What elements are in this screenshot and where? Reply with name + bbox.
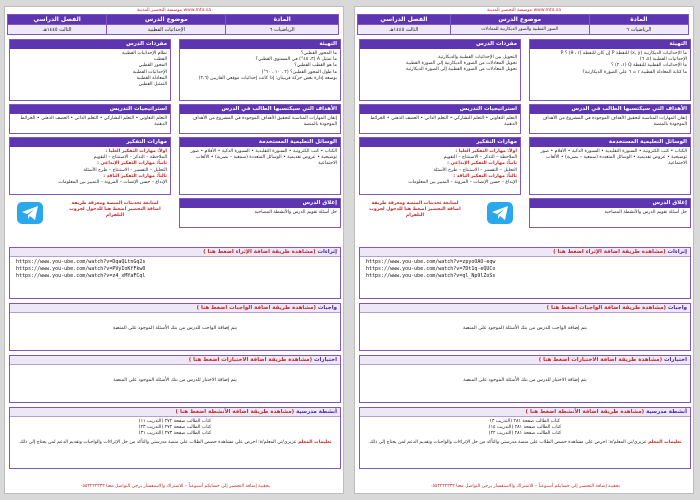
telegram-promo[interactable] (359, 198, 521, 230)
enrichment-box (9, 247, 341, 299)
enrichment-howto-link[interactable]: (مشاهدة طريقة اضافة الإثراء اضغط هنا ) (553, 249, 666, 255)
homework-title: واجبات (667, 305, 687, 311)
vocab-title: مفردات الدرس (360, 40, 520, 49)
teacher-notes-label: تعليمات المعلم (298, 439, 332, 445)
thinking-title: مهارات التفكير (10, 138, 170, 147)
closing-text: حل أسئلة تقويم الدرس والأنشطة المصاحبة (604, 210, 687, 215)
enrichment-title: إثراءات (317, 249, 337, 255)
header-subject-value: الرياضيات ٦ (589, 25, 688, 35)
warmup-line: ما هو القطب القطبي؟ (294, 63, 337, 69)
thinking-line: التحليل – التفسير – الاستنتاج – طرح الأسئلة (83, 167, 167, 173)
header-term-label: الفصل الدراسي (358, 15, 451, 25)
teacher-notes-text: عزيزي/تي المعلم/ة: احرص على مشاهدة حصص الطلاب على منصة مدرستي والتأكد من حل الإثراءات والواجبات وتقديم الدعم لمن يحتاج إلى ذلك. (18, 439, 297, 445)
footer-text: بحقيبة إضافة التحضير إلى حسابكم أسبوعياً – للاشتراك والاستفسار يرجى التواصل معنا ٠٥٥٣٢٢٢٣٣٣ (429, 484, 620, 489)
thinking-line: ثانياً: مهارات التفكير الإبداعي : (97, 161, 167, 167)
left-column (359, 39, 521, 219)
activities-box (9, 407, 341, 469)
enrichment-link[interactable]: https://www.you-ube.com/watch?v=ql_Np9lZoSs (366, 273, 496, 279)
activity-item: كتاب الطالب صفحة ٢٨١ (التدريب ٣) (490, 419, 560, 424)
telegram-icon[interactable] (17, 202, 43, 224)
thinking-line: الملاحظة – التذكر – الاستنتاج – التقويم (443, 155, 517, 161)
header-subject-label: المادة (589, 15, 688, 25)
warmup-line: ما تمثيل A (٣، ٤٥°) في المستوى القطبي؟ (255, 57, 337, 63)
warmup-line: بوسعه إدارة بعض حركة قريبتان: إذا كانت إحداثيات موقعي القاربين (٢،٦) (198, 75, 337, 81)
activity-item: كتاب الطالب صفحة ٢٧٢ (التدريب ١١) (138, 419, 212, 424)
activity-item: كتاب الطالب صفحة ٢٧٣ (التدريب ٣١) (138, 431, 212, 437)
enrichment-box (359, 247, 691, 299)
thinking-title: مهارات التفكير (360, 138, 520, 147)
thinking-line: اولاً: مهارات التفكير العليا : (105, 149, 167, 154)
telegram-promo-text[interactable]: لمتابعة تحديثات المنصة ومعرفة طريقة اضافة التحضير اضغط هنا للدخول لجروب التلقرام (69, 201, 161, 219)
thinking-line: الإبداع – حسن الإنصات – المرونة – التمييز بين المعلومات (58, 180, 167, 186)
header-term-label: الفصل الدراسي (8, 15, 107, 25)
enrichment-link[interactable]: https://www.you-ube.com/watch?v=DqaQLtnGq2s (16, 259, 146, 265)
thinking-line: اولاً: مهارات التفكير العليا : (455, 149, 517, 154)
activities-title: أنشطة مدرسية (646, 409, 687, 415)
warmup-line: ما الإحداثيات القطبية للنقطة Q (١، ٢) ؟ (611, 63, 687, 69)
vocab-line: نظام الإحداثيات القطبية (121, 51, 167, 56)
strategies-text: التعلم التعاوني • التعلم التشاركي • التعلم الذاتي • العصف الذهني • الخرائط الذهنية (370, 116, 517, 128)
thinking-line: الملاحظة – التذكر – الاستنتاج – التقويم (93, 155, 167, 161)
warmup-line: الإحداثيات القطبية (٤، ٦) (639, 57, 687, 63)
enrichment-link[interactable]: https://www.you-ube.com/watch?v=7Dt1q-eQUCo (366, 266, 496, 272)
vocab-line: التمثيل القطبي (138, 82, 167, 88)
telegram-promo[interactable] (9, 198, 171, 230)
thinking-box (9, 137, 171, 195)
vocab-line: الإحداثيات القطبية (132, 69, 167, 75)
left-column (9, 39, 171, 219)
homework-box (9, 303, 341, 351)
thinking-line: ثالثاً: مهارات التفكير الناقد : (103, 173, 167, 179)
footer-text: بحقيبة إضافة التحضير إلى حسابكم أسبوعياً – للاشتراك والاستفسار يرجى التواصل معنا ٠٥٥٣٢٢٢٣٣٣ (79, 484, 270, 489)
closing-box (529, 198, 691, 228)
warmup-line: ما الإحداثيات الديكارتية (x, y) للنقطة P إن كان للنقطة (θ ، r) ؟ P (560, 51, 687, 56)
vocab-line: المحور القطبي (138, 63, 167, 69)
tools-text: الكتاب • كتب الكترونية • السبورة التقليدية • السبورة الذكية • الأقلام • صور توضيحية • عروض تقديمية • الوسائل المتعددة (سمعية – بصرية) • الألعاب الاجتماعية (190, 149, 337, 167)
header-term-value: الثالث ١٤٤٥هـ (8, 25, 107, 35)
tests-title: اختبارات (314, 357, 337, 363)
warmup-title: التهيئة (180, 40, 340, 49)
telegram-promo-text[interactable]: لمتابعة تحديثات المنصة ومعرفة طريقة اضافة التحضير اضغط هنا للدخول لجروب التلقرام (369, 201, 461, 219)
warmup-title: التهيئة (530, 40, 690, 49)
header-topic-label: موضوع الدرس (107, 15, 226, 25)
site-url[interactable]: www.mta.sa موسسة التحضير المدينة (137, 8, 211, 13)
goals-title: الأهداف التي سيكتسبها الطالب في الدرس (530, 105, 690, 114)
tests-title: اختبارات (664, 357, 687, 363)
vocab-box (359, 39, 521, 101)
homework-box (359, 303, 691, 351)
enrichment-title: إثراءات (667, 249, 687, 255)
activities-title: أنشطة مدرسية (296, 409, 337, 415)
header-topic-value: الصور القطبية والصور الديكارتية للمعادلات (450, 25, 589, 35)
site-url[interactable]: www.mta.sa موسسة التحضير المدينة (487, 8, 561, 13)
homework-text: يتم إضافة الواجب للدرس من بنك الأسئلة الموجود على المنصة (462, 326, 587, 331)
teacher-notes-label: تعليمات المعلم (648, 439, 682, 445)
enrichment-link[interactable]: https://www.you-ube.com/watch?v=zpyoOAO-eqw (366, 259, 496, 265)
tests-text: يتم إضافة الاختبار للدرس من بنك الأسئلة الموجود على المنصة (113, 378, 237, 383)
vocab-line: المعادلة القطبية (136, 75, 167, 81)
tools-box (529, 137, 691, 195)
goals-text: إتقان المهارات المناسبة لتحقيق الأهداف الموجودة في المشروع من الأهداف الموجودة بالمنصة (192, 116, 337, 128)
closing-box (179, 198, 341, 228)
homework-text: يتم إضافة الواجب للدرس من بنك الأسئلة الموجود على المنصة (112, 326, 237, 331)
activity-item: كتاب الطالب صفحة ٢٨١ (التدريب ٢٢) (488, 431, 562, 437)
thinking-line: ثالثاً: مهارات التفكير الناقد : (453, 173, 517, 179)
tests-box (9, 355, 341, 403)
enrichment-howto-link[interactable]: (مشاهدة طريقة اضافة الإثراء اضغط هنا ) (203, 249, 316, 255)
right-column (179, 39, 341, 231)
vocab-title: مفردات الدرس (10, 40, 170, 49)
tests-howto-link[interactable]: (مشاهدة طريقة اضافة الاختبارات اضغط هنا ) (188, 357, 313, 363)
homework-howto-link[interactable]: (مشاهدة طريقة اضافة الواجبات اضغط هنا ) (196, 305, 316, 311)
vocab-line: تحويل المعادلات من الصورة القطبية إلى الصورة الديكارتية (406, 67, 517, 73)
goals-box (529, 104, 691, 134)
header-subject-value: الرياضيات ٦ (226, 25, 339, 35)
goals-title: الأهداف التي سيكتسبها الطالب في الدرس (180, 105, 340, 114)
header-table (7, 14, 339, 35)
thinking-line: الإبداع – حسن الإنصات – المرونة – التمييز بين المعلومات (408, 180, 517, 186)
activity-item: كتاب الطالب صفحة ٢٧٢ (التدريب ٢٣) (138, 425, 212, 431)
tools-box (179, 137, 341, 195)
activities-howto-link[interactable]: (مشاهدة طريقة اضافة الأنشطة اضغط هنا ) (175, 409, 295, 415)
header-topic-label: موضوع الدرس (450, 15, 589, 25)
closing-text: حل أسئلة تقويم الدرس والأنشطة المصاحبة (254, 210, 337, 215)
tests-text: يتم إضافة الاختبار للدرس من بنك الأسئلة الموجود على المنصة (463, 378, 587, 383)
warmup-box (179, 39, 341, 101)
telegram-icon[interactable] (487, 202, 513, 224)
tests-howto-link[interactable]: (مشاهدة طريقة اضافة الاختبارات اضغط هنا ) (538, 357, 663, 363)
header-topic-value: الإحداثيات القطبية (107, 25, 226, 35)
vocab-line: القطب (153, 57, 167, 63)
header-subject-label: المادة (226, 15, 339, 25)
strategies-title: استراتيجيات التدريس (10, 105, 170, 114)
vocab-box (9, 39, 171, 101)
tools-text: الكتاب • كتب الكترونية • السبورة التقليدية • السبورة الذكية • الأقلام • صور توضيحية • عروض تقديمية • الوسائل المتعددة (سمعية – بصرية) • الألعاب الاجتماعية (540, 149, 687, 167)
warmup-line: ما المحور القطبي؟ (300, 51, 337, 56)
homework-title: واجبات (317, 305, 337, 311)
strategies-title: استراتيجيات التدريس (360, 105, 520, 114)
header-table (357, 14, 689, 35)
thinking-line: التحليل – التفسير – الاستنتاج – طرح الأسئلة (433, 167, 517, 173)
activities-box (359, 407, 691, 469)
warmup-box (529, 39, 691, 101)
warmup-line: ما طول المحور القطبي؟ (٢ ، ١٠ ، ٦٠°) (261, 69, 337, 75)
goals-text: إتقان المهارات المناسبة لتحقيق الأهداف الموجودة في المشروع من الأهداف الموجودة بالمنصة (542, 116, 687, 128)
lesson-sheet-left (4, 6, 344, 494)
activities-howto-link[interactable]: (مشاهدة طريقة اضافة الأنشطة اضغط هنا ) (525, 409, 645, 415)
enrichment-link[interactable]: https://www.you-ube.com/watch?v=PVyIoKfFkw0 (16, 266, 146, 272)
tools-title: الوسائل التعليمية المستخدمة (530, 138, 690, 147)
warmup-line: ما كتابة المعادلة القطبية r = ٦ على الصورة الديكارتية؟ (582, 69, 687, 75)
tools-title: الوسائل التعليمية المستخدمة (180, 138, 340, 147)
strategies-box (359, 104, 521, 134)
goals-box (179, 104, 341, 134)
activity-item: كتاب الطالب صفحة ٢٨١ (التدريب ١٥) (488, 425, 562, 431)
thinking-box (359, 137, 521, 195)
strategies-box (9, 104, 171, 134)
lesson-sheet-right (354, 6, 694, 494)
closing-title: إغلاق الدرس (180, 199, 340, 208)
tests-box (359, 355, 691, 403)
thinking-line: ثانياً: مهارات التفكير الإبداعي : (447, 161, 517, 167)
vocab-line: تحويل المعادلات من الصورة الديكارتية إلى الصورة القطبية (406, 61, 517, 67)
enrichment-link[interactable]: https://www.you-ube.com/watch?v=z4_xMYaFCql (16, 273, 146, 279)
homework-howto-link[interactable]: (مشاهدة طريقة اضافة الواجبات اضغط هنا ) (546, 305, 666, 311)
strategies-text: التعلم التعاوني • التعلم التشاركي • التعلم الذاتي • العصف الذهني • الخرائط الذهنية (20, 116, 167, 128)
vocab-line: التحويل بين الإحداثيات القطبية والديكارتية (438, 55, 517, 60)
teacher-notes-text: عزيزي/تي المعلم/ة: احرص على مشاهدة حصص الطلاب على منصة مدرستي والتأكد من حل الإثراءات والواجبات وتقديم الدعم لمن يحتاج إلى ذلك. (368, 439, 647, 445)
closing-title: إغلاق الدرس (530, 199, 690, 208)
right-column (529, 39, 691, 231)
header-term-value: الثالث ١٤٤٥هـ (358, 25, 451, 35)
